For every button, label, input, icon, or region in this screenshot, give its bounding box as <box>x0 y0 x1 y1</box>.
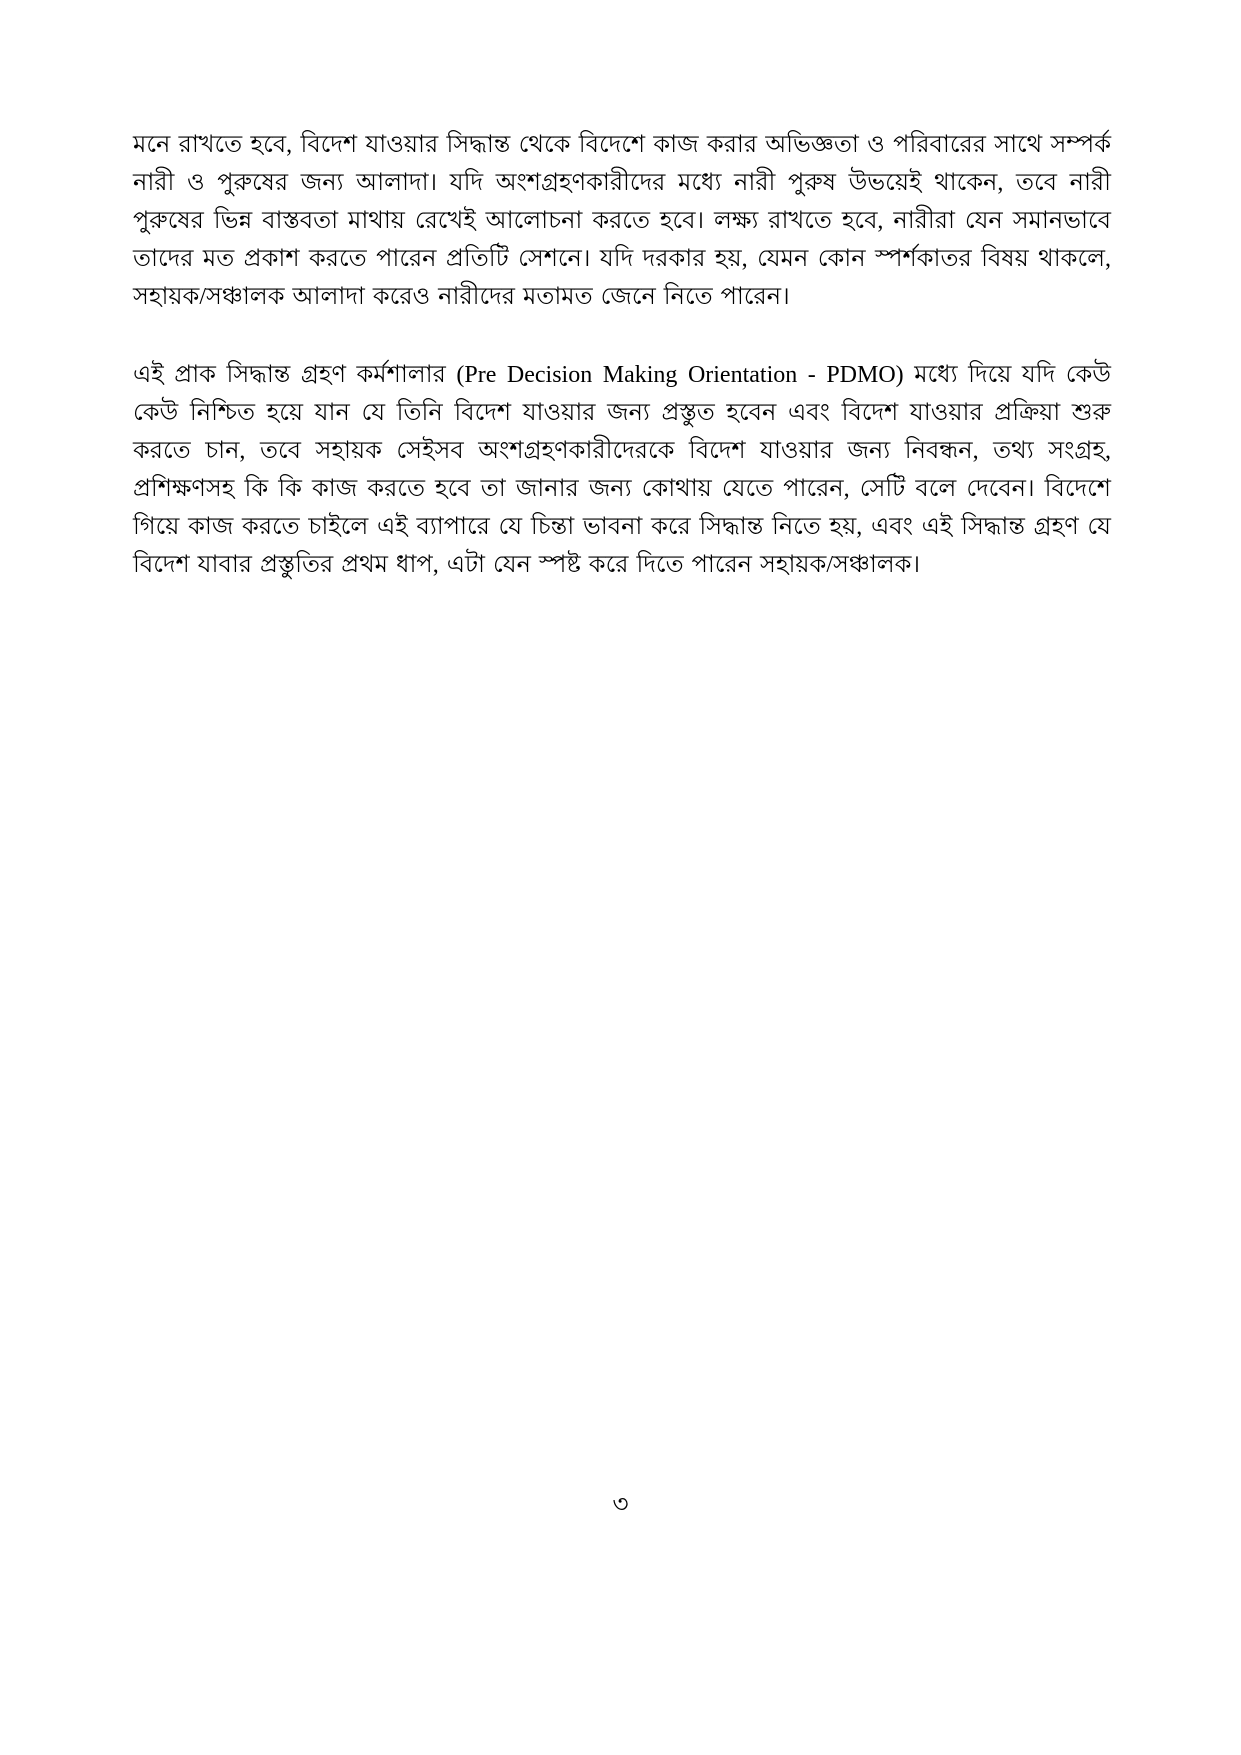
paragraph-gender-considerations: মনে রাখতে হবে, বিদেশ যাওয়ার সিদ্ধান্ত থেকে বিদেশে কাজ করার অভিজ্ঞতা ও পরিবারের সাথে সম্পর্ক নারী ও পুরুষের জন্য আলাদা। যদি অংশগ্রহণকারীদের মধ্যে নারী পুরুষ উভয়েই থাকেন, তবে নারী পুরুষের ভিন্ন বাস্তবতা মাথায় রেখেই আলোচনা করতে হবে। লক্ষ্য রাখতে হবে, নারীরা যেন সমানভাবে তাদের মত প্রকাশ করতে পারেন প্রতিটি সেশনে। যদি দরকার হয়, যেমন কোন স্পর্শকাতর বিষয় থাকলে, সহায়ক/সঞ্চালক আলাদা করেও নারীদের মতামত জেনে নিতে পারেন। <box>133 132 1111 310</box>
document-body <box>133 126 1111 624</box>
paragraph-pdmo-workshop: এই প্রাক সিদ্ধান্ত গ্রহণ কর্মশালার (Pre Decision Making Orientation - PDMO) মধ্যে দিয়ে যদি কেউ কেউ নিশ্চিত হয়ে যান যে তিনি বিদেশ যাওয়ার জন্য প্রস্তুত হবেন এবং বিদেশ যাওয়ার প্রক্রিয়া শুরু করতে চান, তবে সহায়ক সেইসব অংশগ্রহণকারীদেরকে বিদেশ যাওয়ার জন্য নিবন্ধন, তথ্য সংগ্রহ, প্রশিক্ষণসহ কি কি কাজ করতে হবে তা জানার জন্য কোথায় যেতে পারেন, সেটি বলে দেবেন। বিদেশে গিয়ে কাজ করতে চাইলে এই ব্যাপারে যে চিন্তা ভাবনা করে সিদ্ধান্ত নিতে হয়, এবং এই সিদ্ধান্ত গ্রহণ যে বিদেশ যাবার প্রস্তুতির প্রথম ধাপ, এটা যেন স্পষ্ট করে দিতে পারেন সহায়ক/সঞ্চালক। <box>133 362 1111 578</box>
page-number: ৩ <box>612 1491 629 1518</box>
